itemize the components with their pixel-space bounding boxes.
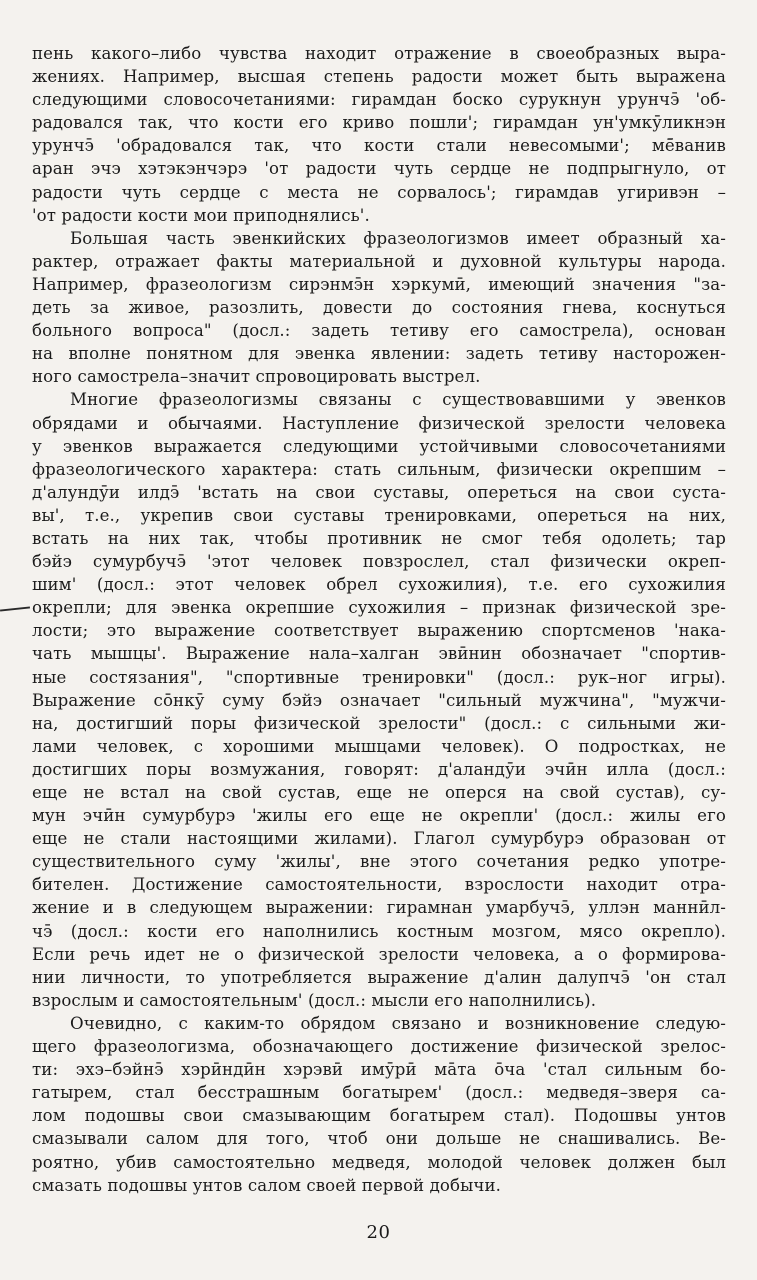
text-line: фразеологического характера: стать сильным, физически окрепшим – — [32, 459, 726, 479]
text-line: нии личности, то употребляется выражение д'алин далупчэ̄ 'он стал — [32, 967, 726, 987]
text-line: следующими словосочетаниями: гирамдан боско сурукнун урунчэ̄ 'об- — [32, 90, 726, 110]
text-line: окрепли; для эвенка окрепшие сухожилия – признак физической зре- — [32, 598, 726, 618]
text-line: встать на них так, чтобы противник не смог тебя одолеть; тар — [32, 528, 726, 548]
text-line: мун эчӣн сумурбурэ 'жилы его еще не окрепли' (досл.: жилы его — [32, 806, 726, 826]
text-line: Выражение сōнкӯ суму бэйэ означает "сильный мужчина", "мужчи- — [32, 690, 726, 710]
margin-pencil-mark — [0, 606, 30, 611]
text-line: достигших поры возмужания, говорят: д'аландӯи эчӣн илла (досл.: — [32, 759, 726, 779]
text-line: Многие фразеологизмы связаны с существовавшими у эвенков — [70, 390, 726, 410]
text-line: на, достигший поры физической зрелости" (досл.: с сильными жи- — [32, 713, 726, 733]
text-line: существительного суму 'жилы', вне этого сочетания редко употре- — [32, 852, 726, 872]
text-line: д'алундӯи илдэ̄ 'встать на свои суставы, опереться на свои суста- — [32, 482, 726, 502]
text-line: Например, фразеологизм сирэнмэ̄н хэркумӣ, имеющий значения "за- — [32, 274, 726, 294]
paragraph — [32, 227, 726, 389]
text-line: Если речь идет не о физической зрелости человека, а о формирова- — [32, 944, 726, 964]
text-line: деть за живое, разозлить, довести до состояния гнева, коснуться — [32, 298, 726, 318]
text-line: больного вопроса" (досл.: задеть тетиву его самострела), основан — [32, 321, 726, 341]
text-line: еще не встал на свой сустав, еще не оперся на свой сустав), су- — [32, 783, 726, 802]
text-line: радости чуть сердце с места не сорвалось'; гирамдав угиривэн – — [32, 182, 726, 202]
text-line: лом подошвы свои смазывающим богатырем стал). Подошвы унтов — [32, 1106, 726, 1126]
text-line: Очевидно, с каким-то обрядом связано и возникновение следую- — [70, 1013, 726, 1033]
text-line: жениях. Например, высшая степень радости может быть выражена — [32, 67, 726, 87]
text-line: роятно, убив самостоятельно медведя, молодой человек должен был — [32, 1152, 726, 1172]
text-line: ти: эхэ–бэйнэ̄ хэрӣндӣн хэрэвӣ имӯрӣ мāта ōча 'стал сильным бо- — [32, 1060, 726, 1080]
text-line: ного самострела–значит спровоцировать выстрел. — [32, 367, 481, 387]
text-line: бителен. Достижение самостоятельности, взрослости находит отра- — [32, 875, 726, 895]
text-line: взрослым и самостоятельным' (досл.: мысли его наполнились). — [32, 990, 597, 1010]
text-line: чать мышцы'. Выражение нала–халган эвӣнин обозначает "спортив- — [32, 644, 726, 664]
text-line: щего фразеологизма, обозначающего достижение физической зрелос- — [32, 1037, 726, 1057]
text-line: лами человек, с хорошими мышцами человек). О подростках, не — [32, 736, 726, 756]
text-line: чэ̄ (досл.: кости его наполнились костным мозгом, мясо окрепло). — [32, 921, 726, 941]
text-line: Большая часть эвенкийских фразеологизмов имеет образный ха- — [70, 228, 726, 248]
text-line: аран эчэ хэтэкэнчэрэ 'от радости чуть сердце не подпрыгнуло, от — [32, 159, 726, 179]
text-line: вы', т.е., укрепив свои суставы тренировками, опереться на них, — [32, 505, 726, 525]
text-line: смазать подошвы унтов салом своей первой добычи. — [32, 1175, 502, 1195]
paragraph — [32, 1012, 726, 1197]
text-line: еще не стали настоящими жилами). Глагол сумурбурэ образован от — [32, 829, 726, 849]
page-body — [32, 42, 726, 1197]
text-line: лости; это выражение соответствует выражению спортсменов 'нака- — [32, 621, 726, 641]
text-line: ные состязания", "спортивные тренировки" (досл.: рук–ног игры). — [32, 667, 726, 687]
paragraph — [32, 42, 726, 227]
text-line: у эвенков выражается следующими устойчивыми словосочетаниями — [32, 436, 726, 456]
text-line: 'от радости кости мои приподнялись'. — [32, 205, 370, 225]
text-line: радовался так, что кости его криво пошли'; гирамдан ун'умкӯликнэн — [32, 113, 726, 133]
text-line: гатырем, стал бесстрашным богатырем' (досл.: медведя–зверя са- — [32, 1083, 726, 1103]
text-line: жение и в следующем выражении: гирамнан умарбучэ̄, уллэн маннӣл- — [32, 898, 726, 918]
text-line: обрядами и обычаями. Наступление физической зрелости человека — [32, 413, 726, 433]
paragraph — [32, 388, 726, 1012]
text-line: на вполне понятном для эвенка явлении: задеть тетиву насторожен- — [32, 344, 726, 364]
text-line: пень какого–либо чувства находит отражение в своеобразных выра- — [32, 44, 726, 63]
text-line: бэйэ сумурбучэ̄ 'этот человек повзрослел, стал физически окреп- — [32, 552, 726, 572]
text-line: урунчэ̄ 'обрадовался так, что кости стали невесомыми'; мē̄ванив — [32, 136, 726, 156]
text-line: рактер, отражает факты материальной и духовной культуры народа. — [32, 251, 726, 271]
page-number: 20 — [366, 1222, 391, 1243]
text-line: смазывали салом для того, чтоб они дольше не снашивались. Ве- — [32, 1129, 726, 1149]
text-line: шим' (досл.: этот человек обрел сухожилия), т.е. его сухожилия — [32, 575, 726, 595]
